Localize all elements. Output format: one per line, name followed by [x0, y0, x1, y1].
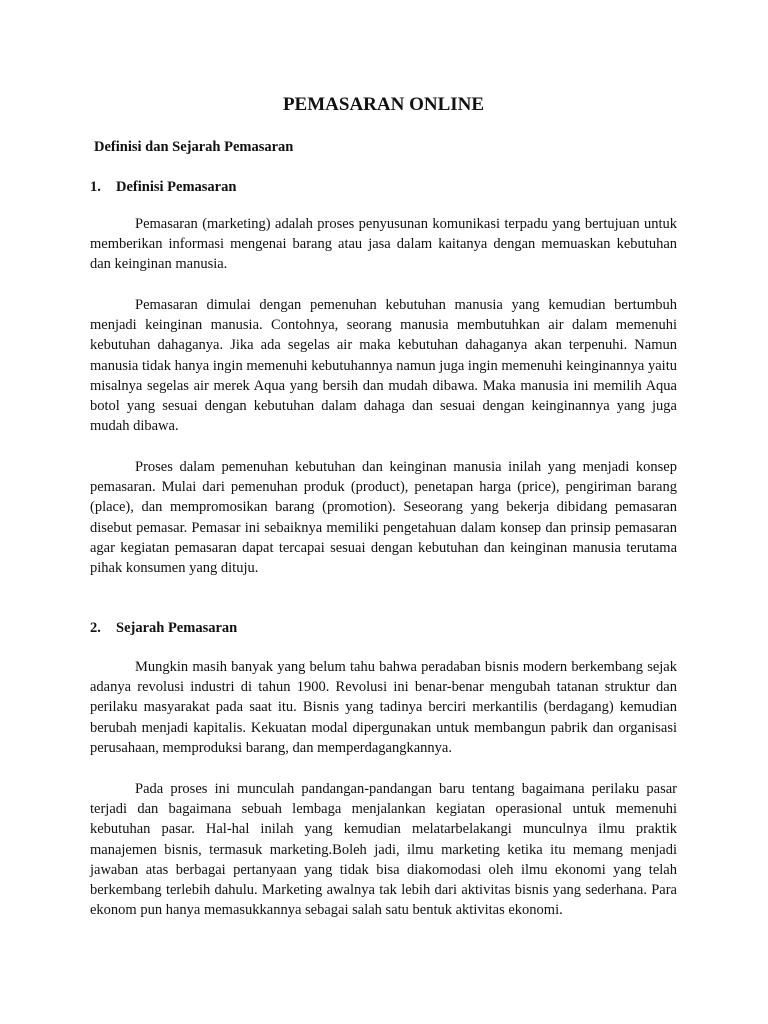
section-title: Sejarah Pemasaran [116, 620, 238, 636]
paragraph: Proses dalam pemenuhan kebutuhan dan keinginan manusia inilah yang menjadi konsep pemasaran. Mulai dari pemenuhan produk (product), penetapan harga (price), pengiriman barang (place), dan mempromosikan barang (promotion). Seseorang yang bekerja dibidang pemasaran disebut pemasar. Pemasar ini sebaiknya memiliki pengetahuan dalam konsep dan prinsip pemasaran agar kegiatan pemasaran dapat tercapai sesuai dengan kebutuhan dan keinginan manusia terutama pihak konsumen yang dituju. [90, 459, 677, 577]
document-subtitle: Definisi dan Sejarah Pemasaran [94, 139, 294, 155]
document-title: PEMASARAN ONLINE [282, 94, 485, 115]
section-heading-sejarah [90, 619, 237, 637]
paragraph: Pemasaran (marketing) adalah proses penyusunan komunikasi terpadu yang bertujuan untuk memberikan informasi mengenai barang atau jasa dalam kaitanya dengan memuaskan kebutuhan dan keinginan manusia. [90, 216, 677, 273]
section-number: 2. [90, 620, 101, 636]
section-heading-definisi [90, 178, 236, 196]
paragraph: Pemasaran dimulai dengan pemenuhan kebutuhan manusia yang kemudian bertumbuh menjadi keinginan manusia. Contohnya, seorang manusia membutuhkan air dalam memenuhi kebutuhan dahaganya. Jika ada segelas air maka kebutuhan dahaganya akan terpenuhi. Namun manusia tidak hanya ingin memenuhi kebutuhannya namun juga ingin memenuhi keinginannya yaitu misalnya segelas air merek Aqua yang bersih dan mudah dibawa. Maka manusia ini memilih Aqua botol yang sesuai dengan kebutuhan dalam dahaga dan sesuai dengan keinginannya yang juga mudah dibawa. [90, 297, 677, 435]
paragraph: Pada proses ini munculah pandangan-pandangan baru tentang bagaimana perilaku pasar terjadi dan bagaimana sebuah lembaga menjalankan kegiatan operasional untuk memenuhi kebutuhan pasar. Hal-hal inilah yang kemudian melatarbelakangi munculnya ilmu praktik manajemen bisnis, termasuk marketing.Boleh jadi, ilmu marketing ketika itu memang menjadi jawaban atas berbagai pertanyaan yang tidak bisa diakomodasi oleh ilmu ekonomi yang telah berkembang terlebih dahulu. Marketing awalnya tak lebih dari aktivitas bisnis yang sederhana. Para ekonom pun hanya memasukkannya sebagai salah satu bentuk aktivitas ekonomi. [90, 781, 677, 919]
section-number: 1. [90, 179, 101, 195]
paragraph: Mungkin masih banyak yang belum tahu bahwa peradaban bisnis modern berkembang sejak adanya revolusi industri di tahun 1900. Revolusi ini benar-benar mengubah tatanan struktur dan perilaku masyarakat pada saat itu. Bisnis yang tadinya berciri merkantilis (berdagang) kemudian berubah menjadi kapitalis. Kekuatan modal dipergunakan untuk membangun pabrik dan organisasi perusahaan, memproduksi barang, dan memperdagangkannya. [90, 659, 677, 756]
section-title: Definisi Pemasaran [116, 179, 237, 195]
